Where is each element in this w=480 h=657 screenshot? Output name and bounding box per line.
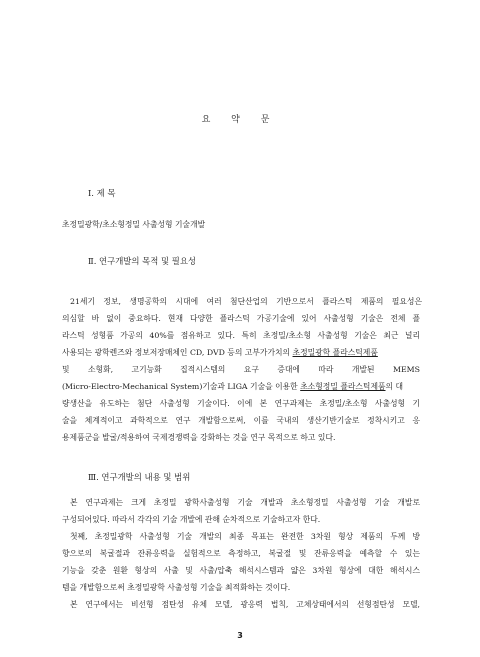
paragraph-line: 기능을 갖춘 원환 형상의 사출 및 사출/압축 해석시스템과 얇은 3차원 형상에 대한 해석시스	[62, 566, 420, 575]
paragraph-line: 첫째, 초정밀광학 사출성형 기술 개발의 최종 목표는 완전한 3차원 형상 제품의 두께 방	[70, 532, 420, 541]
paragraph-line: 용제품군을 발굴/적용하여 국제경쟁력을 강화하는 것을 연구 목적으로 하고 있다.	[62, 433, 336, 442]
page-title: 요 약 문	[201, 115, 279, 125]
section-2-heading: Ⅱ. 연구개발의 목적 및 필요성	[88, 256, 196, 266]
section-1-body: 초정밀광학/초소형정밀 사출성형 기술개발	[62, 220, 206, 229]
underlined-term: 초정밀광학 플라스틱제품	[292, 348, 378, 357]
section-1-heading: Ⅰ. 제 목	[88, 188, 116, 198]
paragraph-line: 본 연구과제는 크게 초정밀 광학사출성형 기술 개발과 초소형정밀 사출성형 기술 개발로	[70, 498, 420, 507]
page-number: 3	[237, 631, 243, 640]
paragraph-line: 구성되어있다. 따라서 각각의 기술 개발에 관해 순차적으로 기술하고자 한다.	[62, 515, 321, 524]
paragraph-line: 및 소형화, 고기능화 집적시스템의 요구 증대에 따라 개발된 MEMS	[62, 365, 420, 374]
section-3-heading: Ⅲ. 연구개발의 내용 및 범위	[88, 472, 191, 482]
paragraph-line: 의심할 바 없이 중요하다. 현재 다양한 플라스틱 가공기술에 있어 사출성형 기술은 전체 플	[62, 314, 420, 323]
paragraph-line: 21세기 정보, 생명공학의 시대에 여러 첨단산업의 기반으로서 플라스틱 제품의 필요성은	[70, 297, 422, 306]
paragraph-line: 템을 개발함으로써 초정밀광학 사출성형 기술을 최적화하는 것이다.	[62, 583, 291, 592]
paragraph-line: 술을 체계적이고 과학적으로 연구 개발함으로써, 이를 국내의 생산기반기술로 정착시키고 응	[62, 416, 420, 425]
paragraph-line: 향으로의 복굴절과 잔류응력을 실험적으로 측정하고, 복굴절 및 잔류응력을 예측할 수 있는	[62, 549, 420, 558]
underlined-term: 초소형정밀 플라스틱제품	[300, 382, 386, 391]
paragraph-line: 사용되는 광학렌즈와 정보저장매체인 CD, DVD 등의 고부가가치의 초정밀광학 플라스틱제품	[62, 348, 378, 357]
paragraph-line: (Micro-Electro-Mechanical System)기술과 LIGA 기술을 이용한 초소형정밀 플라스틱제품의 대	[62, 382, 404, 391]
paragraph-line: 량생산을 유도하는 첨단 사출성형 기술이다. 이에 본 연구과제는 초정밀/초소형 사출성형 기	[62, 399, 420, 408]
paragraph-line: 본 연구에서는 비선형 점탄성 유체 모델, 광응력 법칙, 고체상태에서의 선형점탄성 모델,	[70, 600, 420, 609]
paragraph-line: 라스틱 성형품 가공의 40%를 점유하고 있다. 특히 초정밀/초소형 사출성형 기술은 최근 널리	[62, 331, 420, 340]
